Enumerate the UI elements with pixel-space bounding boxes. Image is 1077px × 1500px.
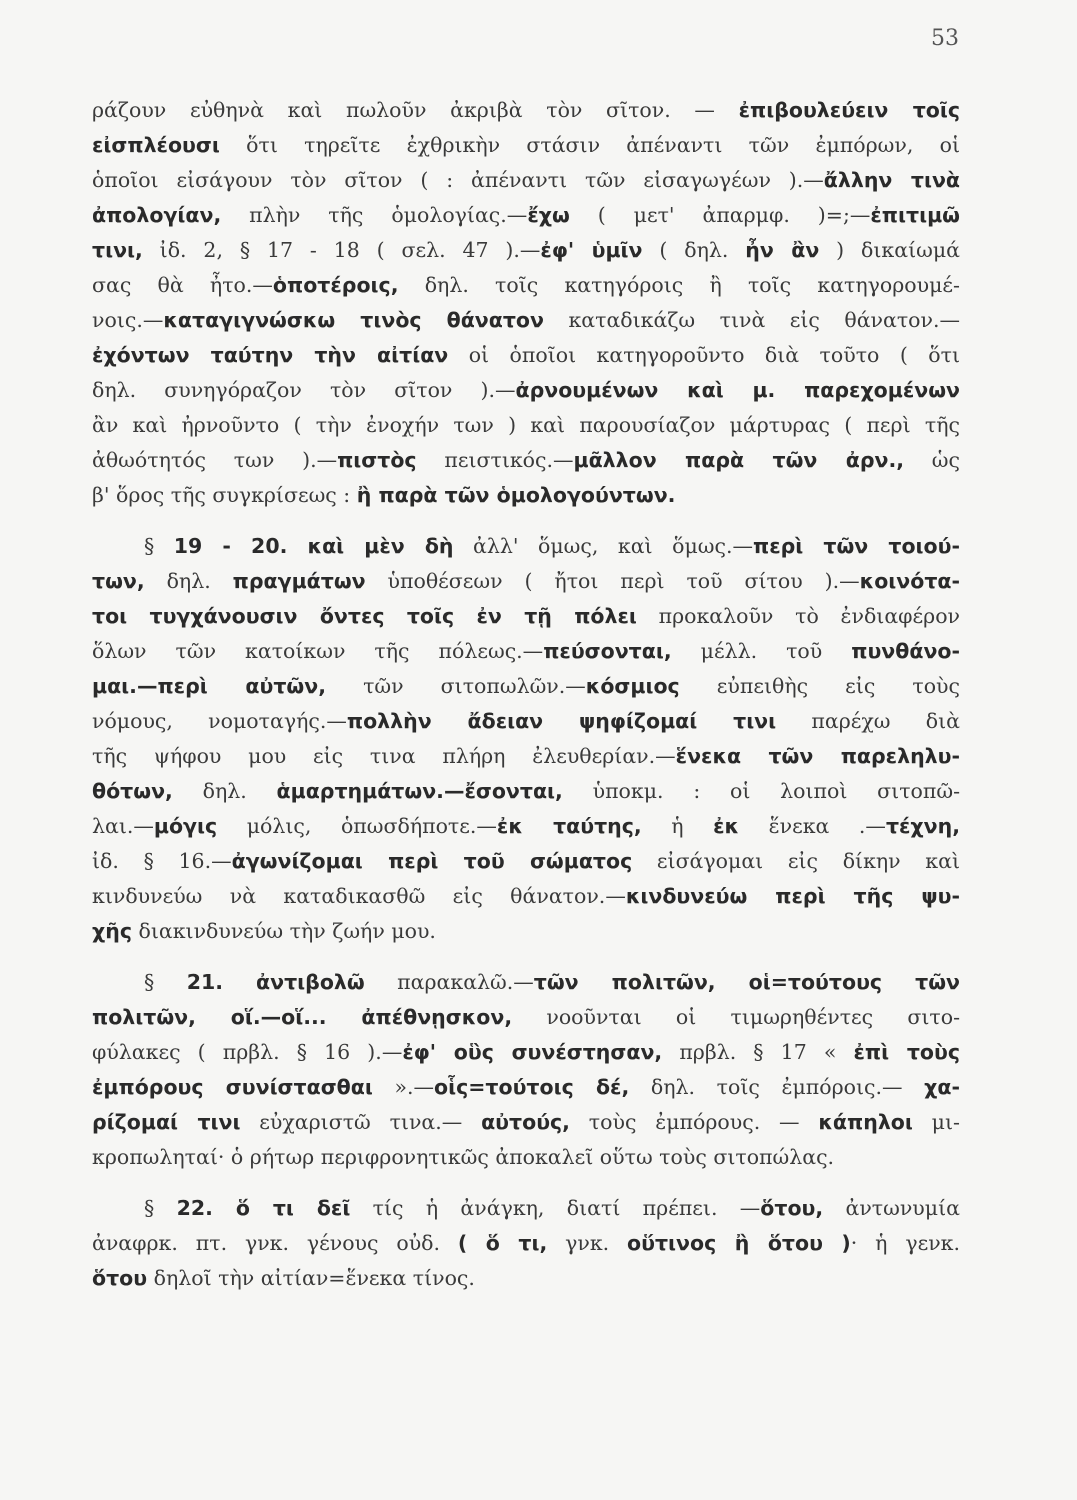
gloss: β' ὅρος τῆς συγκρίσεως : (92, 483, 357, 507)
text-line (92, 739, 960, 774)
gloss: ) δικαίωμά (819, 238, 960, 262)
lemma: ἦν ἂν (745, 238, 820, 262)
page-number: 53 (931, 26, 959, 51)
lemma: κάπηλοι (818, 1110, 913, 1134)
gloss: μι- (912, 1110, 960, 1134)
gloss: δηλοῖ τὴν αἰτίαν=ἕνεκα τίνος. (147, 1266, 475, 1290)
gloss: δηλ. συνηγόραζον τὸν σῖτον ).— (92, 378, 516, 402)
gloss: ἀναφρκ. πτ. γνκ. γένους οὐδ. (92, 1231, 458, 1255)
text-line (92, 93, 960, 128)
gloss: εὐπειθὴς εἰς τοὺς (679, 674, 961, 698)
text-line (92, 1261, 960, 1296)
gloss: σας θὰ ἦτο.— (92, 273, 273, 297)
text-line (92, 879, 960, 914)
lemma: πολιτῶν, οἵ.—οἵ... ἀπέθνῃσκον, (92, 1005, 513, 1029)
lemma: πολλὴν ἄδειαν ψηφίζομαί τινι (346, 709, 777, 733)
lemma: ἐπὶ τοὺς (853, 1040, 961, 1064)
lemma: μαι.—περὶ αὐτῶν, (92, 674, 327, 698)
text-line (92, 634, 960, 669)
gloss: § (144, 1196, 177, 1220)
text-line (92, 268, 960, 303)
text-line (92, 669, 960, 704)
lemma: μόγις (153, 814, 218, 838)
gloss: ὑποθέσεων ( ἤτοι περὶ τοῦ σίτου ).— (365, 569, 860, 593)
lemma: οἷς=τούτοις δέ, (434, 1075, 630, 1099)
lemma: κόσμιος (585, 674, 680, 698)
lemma: εἰσπλέουσι (92, 133, 220, 157)
text-line (92, 443, 960, 478)
lemma: πιστὸς (337, 448, 417, 472)
gloss: νόμους, νομοταγής.— (92, 709, 347, 733)
text-line (92, 844, 960, 879)
text-line (92, 809, 960, 844)
gloss: δηλ. (144, 569, 233, 593)
lemma: περὶ τῶν τοιού- (752, 534, 960, 558)
gloss: § (144, 970, 187, 994)
gloss: ὅτι τηρεῖτε ἐχθρικὴν στάσιν ἀπέναντι τῶν ἐμπόρων, οἱ (219, 133, 960, 157)
gloss: δηλ. τοῖς κατηγόροις ἢ τοῖς κατηγορουμέ- (398, 273, 960, 297)
gloss: ἀντωνυμία (823, 1196, 960, 1220)
lemma: πεύσονται, (543, 639, 672, 663)
text-line (92, 704, 960, 739)
gloss: τῆς ψήφου μου εἰς τινα πλήρη ἐλευθερίαν.— (92, 744, 676, 768)
text-line (92, 1000, 960, 1035)
lemma: ἔχω (527, 203, 570, 227)
paragraph-gap (92, 513, 960, 529)
text-line (92, 408, 960, 443)
lemma: ἐφ' οὓς συνέστησαν, (402, 1040, 663, 1064)
gloss: νοοῦνται οἱ τιμωρηθέντες σιτο- (512, 1005, 961, 1029)
lemma: ἄλλην τινὰ (823, 168, 960, 192)
gloss: § (144, 534, 174, 558)
paragraph (92, 529, 960, 949)
text-line (92, 564, 960, 599)
text-line (92, 478, 960, 513)
gloss: διακινδυνεύω τὴν ζωήν μου. (131, 919, 436, 943)
gloss: κινδυνεύω νὰ καταδικασθῶ εἰς θάνατον.— (92, 884, 626, 908)
lemma: καταγιγνώσκω τινὸς θάνατον (163, 308, 544, 332)
lemma: πραγμάτων (232, 569, 366, 593)
paragraph (92, 965, 960, 1175)
gloss: εἰσάγομαι εἰς δίκην καὶ (632, 849, 960, 873)
text-line (92, 965, 960, 1000)
gloss: παρέχω διὰ (776, 709, 960, 733)
gloss: φύλακες ( πρβλ. § 16 ).— (92, 1040, 403, 1064)
gloss: δηλ. (172, 779, 277, 803)
gloss: πειστικός.— (416, 448, 574, 472)
gloss: ὅλων τῶν κατοίκων τῆς πόλεως.— (92, 639, 544, 663)
lemma: ἀπολογίαν, (92, 203, 222, 227)
paragraph (92, 93, 960, 513)
lemma: τέχνη, (885, 814, 960, 838)
lemma: οὕτινος ἢ ὅτου ) (627, 1231, 851, 1255)
lemma: των, (92, 569, 145, 593)
gloss: οἱ ὁποῖοι κατηγοροῦντο διὰ τοῦτο ( ὅτι (448, 343, 961, 367)
lemma: αὐτούς, (481, 1110, 570, 1134)
lemma: 19 - 20. καὶ μὲν δὴ (173, 534, 454, 558)
lemma: ἐπιβουλεύειν τοῖς (738, 98, 960, 122)
text-line (92, 1070, 960, 1105)
text-line (92, 1226, 960, 1261)
gloss: ἰδ. 2, § 17 - 18 ( σελ. 47 ).— (142, 238, 541, 262)
lemma: χῆς (92, 919, 132, 943)
gloss: δηλ. τοῖς ἐμπόροις.— (629, 1075, 925, 1099)
gloss: πρβλ. § 17 « (662, 1040, 854, 1064)
text-line (92, 128, 960, 163)
lemma: ἐχόντων ταύτην τὴν αἰτίαν (92, 343, 449, 367)
gloss: κροπωληταί· ὁ ρήτωρ περιφρονητικῶς ἀποκαλεῖ οὕτω τοὺς σιτοπώλας. (92, 1145, 835, 1169)
lemma: ρίζομαί τινι (92, 1110, 241, 1134)
text-line (92, 1191, 960, 1226)
gloss: τῶν σιτοπωλῶν.— (326, 674, 586, 698)
paragraph-gap (92, 1175, 960, 1191)
gloss: ὁποῖοι εἰσάγουν τὸν σῖτον ( : ἀπέναντι τῶν εἰσαγωγέων ).— (92, 168, 824, 192)
gloss: ἡ (641, 814, 714, 838)
gloss: νοις.— (92, 308, 164, 332)
lemma: ἕνεκα τῶν παρεληλυ- (675, 744, 960, 768)
text-line (92, 1140, 960, 1175)
lemma: ὅτου (92, 1266, 148, 1290)
text-line (92, 599, 960, 634)
gloss: παρακαλῶ.— (364, 970, 534, 994)
lemma: ὁποτέροις, (272, 273, 399, 297)
lemma: τῶν πολιτῶν, οἱ=τούτους τῶν (533, 970, 960, 994)
lemma: 21. ἀντιβολῶ (186, 970, 365, 994)
text-line (92, 338, 960, 373)
text-line (92, 774, 960, 809)
gloss: ἕνεκα .— (739, 814, 886, 838)
lemma: ( ὅ τι, (457, 1231, 548, 1255)
lemma: ἐκ ταύτης, (496, 814, 642, 838)
gloss: ( μετ' ἀπαρμφ. )=;— (569, 203, 871, 227)
gloss: ».— (372, 1075, 434, 1099)
lemma: κινδυνεύω περὶ τῆς ψυ- (625, 884, 960, 908)
text-line (92, 529, 960, 564)
lemma: ἐκ (713, 814, 740, 838)
gloss: ἂν καὶ ἠρνοῦντο ( τὴν ἐνοχήν των ) καὶ παρουσίαζον μάρτυρας ( περὶ τῆς (92, 413, 960, 437)
gloss: ( δηλ. (642, 238, 746, 262)
gloss: · ἡ γενκ. (850, 1231, 960, 1255)
lemma: πυνθάνο- (851, 639, 960, 663)
gloss: καταδικάζω τινὰ εἰς θάνατον.— (543, 308, 961, 332)
lemma: ἀγωνίζομαι περὶ τοῦ σώματος (231, 849, 633, 873)
gloss: προκαλοῦν τὸ ἐνδιαφέρον (636, 604, 961, 628)
lemma: ἁμαρτημάτων.—ἔσονται, (276, 779, 563, 803)
gloss: τοὺς ἐμπόρους. — (569, 1110, 819, 1134)
paragraph-gap (92, 949, 960, 965)
text-line (92, 233, 960, 268)
lemma: κοινότα- (859, 569, 960, 593)
gloss: τίς ἡ ἀνάγκη, διατί πρέπει. — (350, 1196, 761, 1220)
gloss: ὑποκμ. : οἱ λοιποὶ σιτοπῶ- (562, 779, 960, 803)
lemma: 22. ὅ τι δεῖ (176, 1196, 351, 1220)
lemma: μᾶλλον παρὰ τῶν ἀρν., (573, 448, 905, 472)
lemma: χα- (924, 1075, 960, 1099)
text-line (92, 303, 960, 338)
lemma: ἀρνουμένων καὶ μ. παρεχομένων (515, 378, 961, 402)
gloss: μέλλ. τοῦ (671, 639, 852, 663)
lemma: ὅτου, (760, 1196, 824, 1220)
text-line (92, 1035, 960, 1070)
gloss: ἀθωότητός των ).— (92, 448, 338, 472)
lemma: ἐμπόρους συνίστασθαι (92, 1075, 373, 1099)
gloss: ἰδ. § 16.— (92, 849, 232, 873)
gloss: λαι.— (92, 814, 154, 838)
text-line (92, 373, 960, 408)
lemma: ἐφ' ὑμῖν (540, 238, 643, 262)
gloss: μόλις, ὁπωσδήποτε.— (217, 814, 497, 838)
text-line (92, 163, 960, 198)
text-line (92, 198, 960, 233)
gloss: ὡς (904, 448, 960, 472)
commentary-text (92, 93, 960, 1296)
paragraph (92, 1191, 960, 1296)
text-line (92, 914, 960, 949)
gloss: γνκ. (547, 1231, 628, 1255)
gloss: ράζουν εὐθηνὰ καὶ πωλοῦν ἀκριβὰ τὸν σῖτον. — (92, 98, 739, 122)
gloss: εὐχαριστῶ τινα.— (240, 1110, 482, 1134)
gloss: ἀλλ' ὅμως, καὶ ὅμως.— (453, 534, 753, 558)
lemma: τινι, (92, 238, 143, 262)
lemma: ἢ παρὰ τῶν ὁμολογούντων. (356, 483, 676, 507)
gloss: πλὴν τῆς ὁμολογίας.— (221, 203, 528, 227)
lemma: θότων, (92, 779, 173, 803)
lemma: τοι τυγχάνουσιν ὄντες τοῖς ἐν τῇ πόλει (92, 604, 637, 628)
text-line (92, 1105, 960, 1140)
lemma: ἐπιτιμῶ (870, 203, 960, 227)
